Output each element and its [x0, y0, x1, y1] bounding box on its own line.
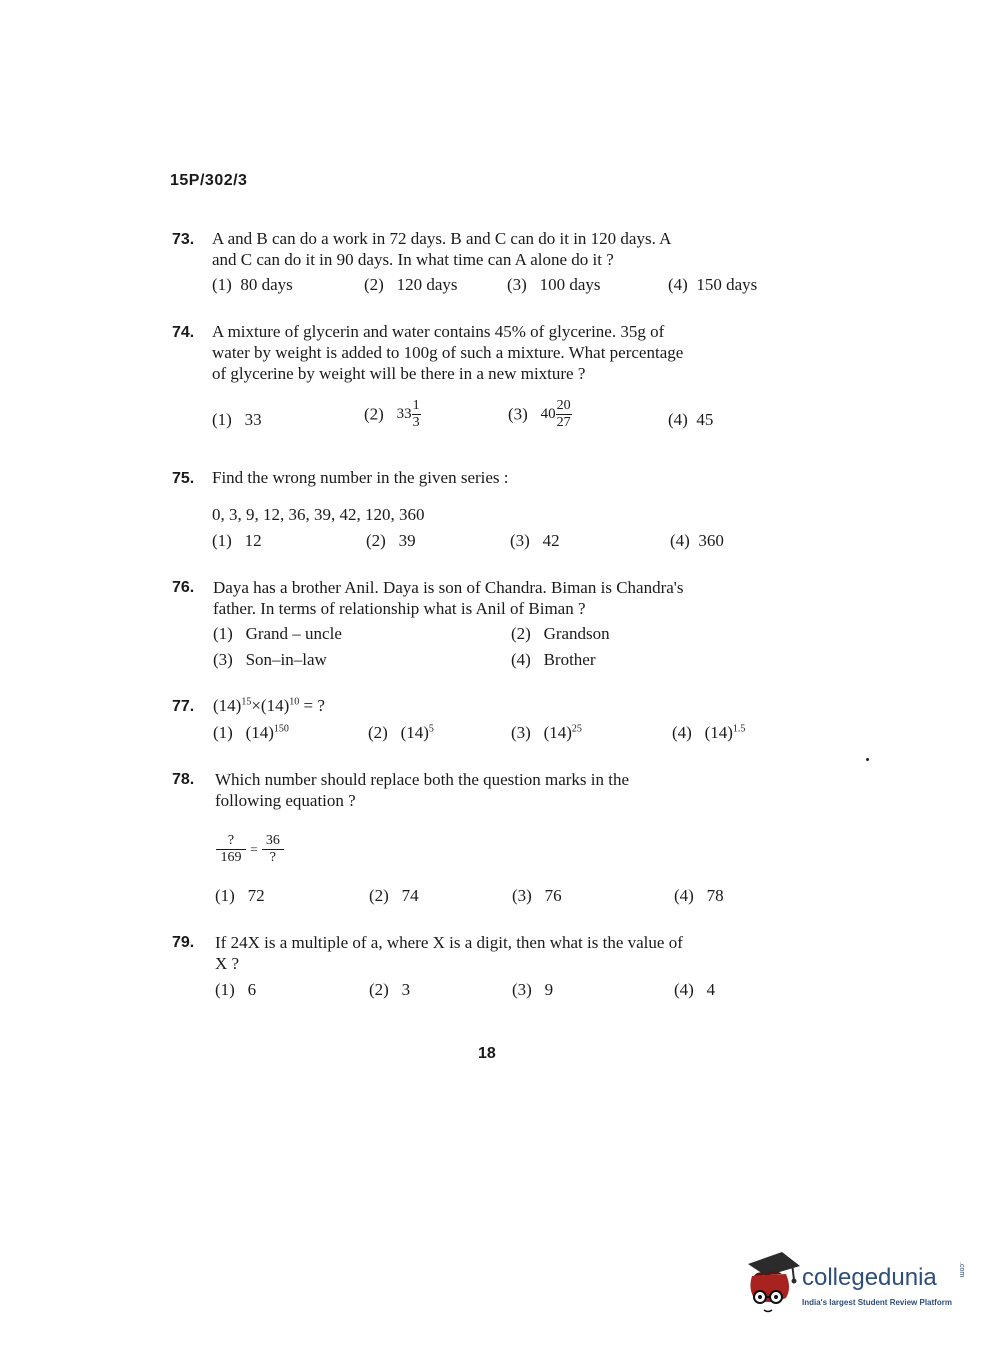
- question-number: 74.: [172, 324, 195, 341]
- option: (1) 12: [212, 531, 262, 550]
- paper-code: 15P/302/3: [170, 172, 248, 189]
- page-number: 18: [478, 1045, 496, 1062]
- option: (3) 100 days: [507, 275, 601, 294]
- option: (1) 80 days: [212, 275, 293, 294]
- question-text: If 24X is a multiple of a, where X is a digit, then what is the value of X ?: [215, 933, 683, 973]
- option: (4) $(14)^{1.5}$: [672, 723, 746, 742]
- question-number: 73.: [172, 231, 195, 248]
- expression: $(14)^{15}\times(14)^{10}$ = ?: [213, 696, 325, 715]
- number-series: 0, 3, 9, 12, 36, 39, 42, 120, 360: [212, 505, 425, 524]
- option: (3) 9: [512, 980, 554, 999]
- option: (3) Son–in–law: [213, 650, 327, 669]
- logo-tagline: India's largest Student Review Platform: [802, 1298, 952, 1307]
- question-number: 79.: [172, 934, 195, 951]
- option: (1) 72: [215, 886, 265, 905]
- option: (3) 76: [512, 886, 562, 905]
- option: (3) 40 $\frac{20}{27}$: [508, 398, 571, 430]
- logo-name: collegedunia: [802, 1264, 937, 1291]
- question-number: 75.: [172, 470, 195, 487]
- question-number: 76.: [172, 579, 195, 596]
- option: (4) 45: [668, 410, 714, 429]
- option: (4) 78: [674, 886, 724, 905]
- option: (1) 33: [212, 410, 262, 429]
- option: (2) 39: [366, 531, 416, 550]
- option: (4) 4: [674, 980, 716, 999]
- option: (4) Brother: [511, 650, 596, 669]
- option: (1) 6: [215, 980, 257, 999]
- mascot-icon: [742, 1250, 802, 1320]
- option: (2) 33 $\frac{1}{3}$: [364, 398, 420, 430]
- option: (2) 120 days: [364, 275, 458, 294]
- option: (1) Grand – uncle: [213, 624, 342, 643]
- option: (1) $(14)^{150}$: [213, 723, 289, 742]
- option: (3) $(14)^{25}$: [511, 723, 582, 742]
- speck: [866, 758, 869, 761]
- logo-suffix: .com: [958, 1262, 965, 1278]
- question-number: 77.: [172, 698, 195, 715]
- question-number: 78.: [172, 771, 195, 788]
- question-text: A and B can do a work in 72 days. B and C can do it in 120 days. A and C can do it in 90 days. In what time can A alone do it ?: [212, 229, 672, 269]
- question-text: Daya has a brother Anil. Daya is son of Chandra. Biman is Chandra's father. In terms of relationship what is Anil of Biman ?: [213, 578, 684, 618]
- option: (2) $(14)^5$: [368, 723, 434, 742]
- option: (2) Grandson: [511, 624, 610, 643]
- option: (2) 74: [369, 886, 419, 905]
- option: (2) 3: [369, 980, 411, 999]
- equation: $\frac{?}{169}$ = $\frac{36}{?}$: [216, 833, 284, 866]
- option: (4) 150 days: [668, 275, 758, 294]
- collegedunia-logo[interactable]: [742, 1250, 972, 1320]
- question-text: Find the wrong number in the given series :: [212, 468, 509, 487]
- question-text: A mixture of glycerin and water contains 45% of glycerine. 35g of water by weight is added to 100g of such a mixture. What percentage of glycerine by weight will be there in a new mixture ?: [212, 322, 684, 383]
- option: (3) 42: [510, 531, 560, 550]
- question-text: Which number should replace both the question marks in the following equation ?: [215, 770, 630, 810]
- option: (4) 360: [670, 531, 724, 550]
